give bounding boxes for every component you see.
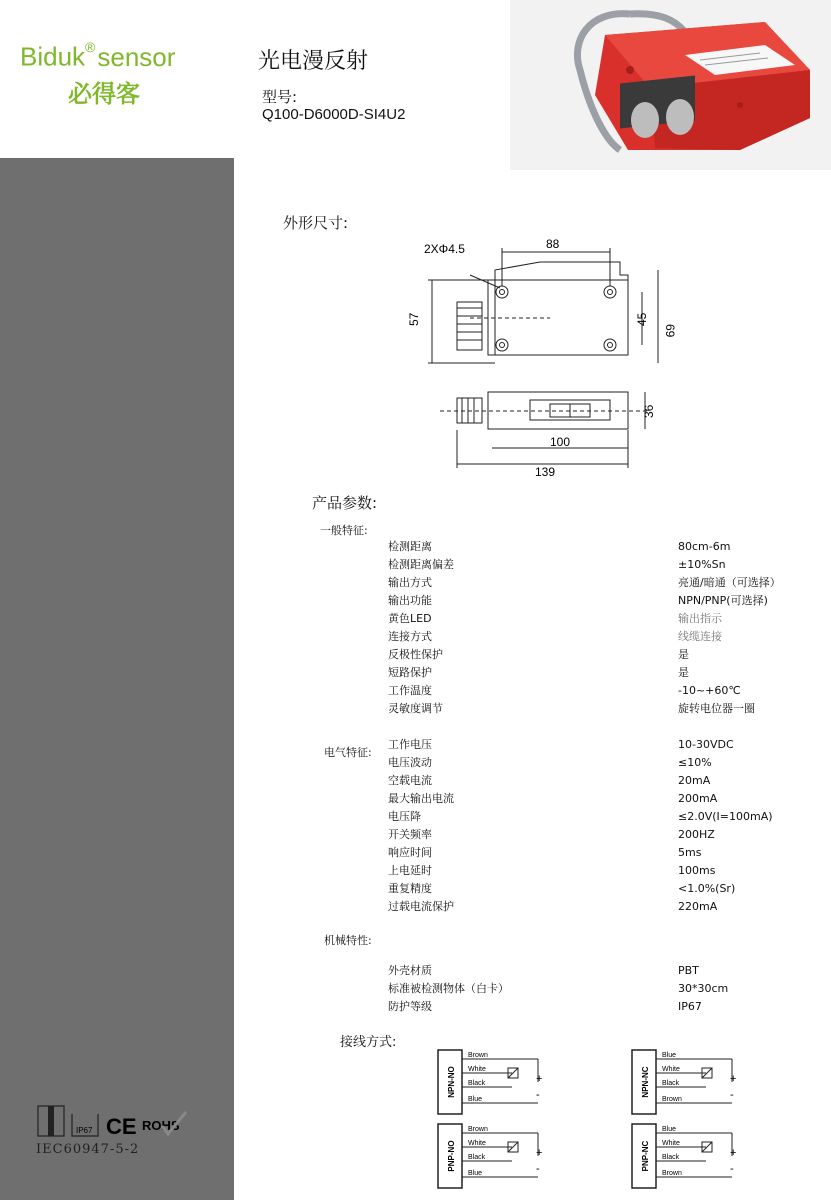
hole-dimension-label: 2XΦ4.5 xyxy=(424,242,465,256)
brand-name-cn: 必得客 xyxy=(68,79,140,108)
minus-label: - xyxy=(536,1163,540,1175)
param-label: 过载电流保护 xyxy=(388,900,454,913)
minus-label: - xyxy=(730,1163,734,1175)
param-value: 30*30cm xyxy=(678,982,729,995)
param-label: 输出功能 xyxy=(388,594,432,607)
wiring-type-label: PNP-NC xyxy=(641,1140,650,1172)
plus-label: + xyxy=(730,1147,737,1159)
wiring-diagram xyxy=(632,1122,757,1192)
minus-label: - xyxy=(536,1089,540,1101)
param-label: 外壳材质 xyxy=(388,964,432,977)
param-value: ≤10% xyxy=(678,756,712,769)
param-label: 检测距离偏差 xyxy=(388,558,454,571)
wire-label: Blue xyxy=(468,1170,483,1177)
minus-label: - xyxy=(730,1089,734,1101)
params-heading: 产品参数: xyxy=(312,494,378,512)
wire-label: White xyxy=(662,1140,680,1147)
wire-label: Black xyxy=(468,1154,486,1161)
registered-mark: ® xyxy=(85,39,96,55)
wire-label: Blue xyxy=(468,1096,483,1103)
dimension-drawing xyxy=(407,230,677,480)
ip67-label: IP67 xyxy=(76,1126,93,1135)
param-label: 输出方式 xyxy=(388,576,432,589)
param-label: 检测距离 xyxy=(388,540,432,553)
product-photo xyxy=(510,0,831,170)
cert-icons xyxy=(36,1104,226,1144)
wire-label: Brown xyxy=(468,1052,488,1059)
param-value: <1.0%(Sr) xyxy=(678,882,736,895)
wiring-diagram xyxy=(438,1048,563,1118)
param-value: 200mA xyxy=(678,792,718,805)
param-value: 20mA xyxy=(678,774,711,787)
dim-36: 36 xyxy=(642,404,656,418)
sidebar-panel xyxy=(0,158,234,1200)
param-value: 是 xyxy=(678,648,689,661)
param-value: 5ms xyxy=(678,846,702,859)
wiring-heading: 接线方式: xyxy=(340,1035,397,1050)
param-value: IP67 xyxy=(678,1000,702,1013)
wiring-type-label: NPN-NO xyxy=(447,1066,456,1098)
param-value: ≤2.0V(I=100mA) xyxy=(678,810,773,823)
plus-label: + xyxy=(536,1073,543,1085)
dim-69: 69 xyxy=(663,324,677,338)
dim-88: 88 xyxy=(546,237,560,251)
param-value: 80cm-6m xyxy=(678,540,731,553)
param-value: 200HZ xyxy=(678,828,715,841)
param-value: 10-30VDC xyxy=(678,738,734,751)
ip67-badge-icon xyxy=(72,1114,98,1136)
param-label: 工作温度 xyxy=(388,684,432,697)
wire-label: White xyxy=(468,1066,486,1073)
param-label: 空载电流 xyxy=(388,774,432,787)
product-title: 光电漫反射 xyxy=(258,49,369,74)
param-label: 黄色LED xyxy=(388,612,432,625)
wire-label: Blue xyxy=(662,1126,677,1133)
ce-mark-icon: CE xyxy=(106,1114,137,1139)
wire-label: Black xyxy=(468,1080,486,1087)
wire-label: Brown xyxy=(662,1170,682,1177)
wiring-diagram xyxy=(632,1048,757,1118)
param-value: 是 xyxy=(678,666,689,679)
param-value: NPN/PNP(可选择) xyxy=(678,594,768,607)
plus-label: + xyxy=(536,1147,543,1159)
top-view-body xyxy=(495,262,628,355)
param-value: 旋转电位器一圈 xyxy=(678,702,755,715)
param-label: 上电延时 xyxy=(388,864,432,877)
wire-label: Black xyxy=(662,1080,680,1087)
wire-label: Black xyxy=(662,1154,680,1161)
param-label: 反极性保护 xyxy=(388,648,443,661)
wire-label: White xyxy=(662,1066,680,1073)
param-group-heading: 电气特征: xyxy=(324,746,372,759)
dim-57: 57 xyxy=(407,312,421,326)
param-value: PBT xyxy=(678,964,699,977)
param-value: 输出指示 xyxy=(678,612,722,625)
brand-name-en xyxy=(20,36,220,72)
model-number: Q100-D6000D-SI4U2 xyxy=(262,106,406,123)
wiring-type-label: NPN-NC xyxy=(641,1066,650,1098)
param-group-heading: 机械特性: xyxy=(324,934,372,947)
param-group-heading: 一般特征: xyxy=(320,524,368,537)
brand-name-right: sensor xyxy=(97,41,176,72)
param-value: 线缆连接 xyxy=(678,630,722,643)
param-label: 短路保护 xyxy=(388,666,432,679)
param-value: -10~+60℃ xyxy=(678,684,741,697)
param-label: 灵敏度调节 xyxy=(388,702,443,715)
wiring-type-label: PNP-NO xyxy=(447,1140,456,1172)
param-label: 电压波动 xyxy=(388,756,432,769)
plus-label: + xyxy=(730,1073,737,1085)
dim-45: 45 xyxy=(635,312,649,326)
param-label: 开关频率 xyxy=(388,828,432,841)
param-label: 最大输出电流 xyxy=(388,792,454,805)
sensor-photo-illustration xyxy=(510,0,831,170)
param-label: 标准被检测物体（白卡） xyxy=(388,982,509,995)
param-label: 电压降 xyxy=(388,810,421,823)
param-value: 亮通/暗通（可选择） xyxy=(678,576,781,589)
model-label: 型号: xyxy=(262,88,298,106)
param-value: 220mA xyxy=(678,900,718,913)
wiring-diagram xyxy=(438,1122,563,1192)
param-value: ±10%Sn xyxy=(678,558,726,571)
param-label: 连接方式 xyxy=(388,630,432,643)
ip-icon xyxy=(38,1106,64,1136)
wire-label: Brown xyxy=(468,1126,488,1133)
param-label: 防护等级 xyxy=(388,1000,432,1013)
param-value: 100ms xyxy=(678,864,716,877)
dim-139: 139 xyxy=(535,465,556,479)
dim-100: 100 xyxy=(550,435,571,449)
param-label: 响应时间 xyxy=(388,846,432,859)
brand-logo xyxy=(20,36,220,109)
brand-name-left: Biduk xyxy=(20,41,86,72)
standard-label: IEC60947-5-2 xyxy=(36,1142,140,1157)
wire-label: Blue xyxy=(662,1052,677,1059)
wire-label: White xyxy=(468,1140,486,1147)
param-label: 重复精度 xyxy=(388,882,432,895)
param-label: 工作电压 xyxy=(388,738,432,751)
dimensions-heading: 外形尺寸: xyxy=(283,214,349,232)
rohs-icon: ROHS xyxy=(142,1118,180,1133)
wire-label: Brown xyxy=(662,1096,682,1103)
